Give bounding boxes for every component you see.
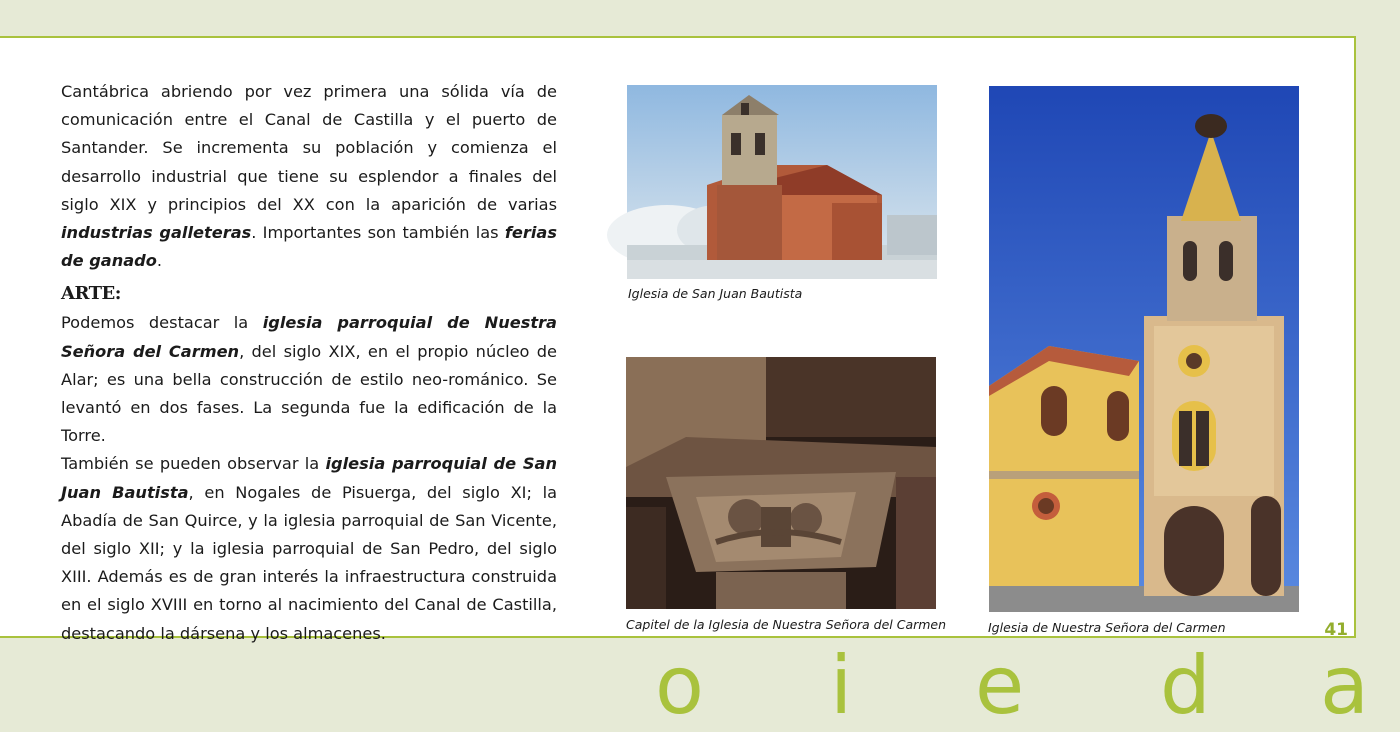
- carmen-church-image: [989, 86, 1299, 612]
- decorative-letters: o i e d a: [655, 639, 1370, 732]
- photo-nuestra-senora-del-carmen: [989, 86, 1299, 612]
- emphasis-ferias: ferias de ganado: [61, 223, 557, 271]
- caption-capitel: Capitel de la Iglesia de Nuestra Señora del Carmen: [626, 617, 947, 632]
- caption-san-juan-bautista: Iglesia de San Juan Bautista: [628, 286, 803, 301]
- paragraph-san-juan: También se pueden observar la iglesia parroquial de San Juan Bautista, en Nogales de Pisuerga, del siglo XI; la Abadía de San Quirce, y la iglesia parroquial de San Vicente, del siglo XII; y la iglesia parroquial de San Pedro, del siglo XIII. Además es de gran interés la infraestructura construida en el siglo XVIII en torno al nacimiento del Canal de Castilla, destacando la dársena y los almacenes.: [61, 454, 558, 643]
- photo-san-juan-bautista: [627, 85, 937, 279]
- emphasis-carmen: iglesia parroquial de Nuestra Señora del Carmen: [61, 313, 557, 361]
- body-text: [61, 78, 557, 648]
- page-number: 41: [1324, 620, 1348, 640]
- caption-nuestra-senora-del-carmen: Iglesia de Nuestra Señora del Carmen: [988, 620, 1226, 635]
- section-heading-arte: ARTE:: [61, 283, 121, 305]
- church-image: [627, 85, 937, 279]
- photo-capitel: [626, 357, 936, 609]
- paragraph-history: Cantábrica abriendo por vez primera una sólida vía de comunicación entre el Canal de Castilla y el puerto de Santander. Se incrementa su población y comienza el desarrollo industrial que tiene su esplendor a finales del siglo XIX y principios del XX con la aparición de varias industrias galleteras. Importantes son también las ferias de ganado.: [61, 82, 557, 271]
- emphasis-san-juan: iglesia parroquial de San Juan Bautista: [61, 454, 557, 502]
- capital-image: [626, 357, 936, 609]
- emphasis-industrias: industrias galleteras: [61, 223, 252, 243]
- paragraph-carmen: Podemos destacar la iglesia parroquial de Nuestra Señora del Carmen, del siglo XIX, en el propio núcleo de Alar; es una bella construcción de estilo neo-románico. Se levantó en dos fases. La segunda fue la edificación de la Torre.: [61, 313, 558, 446]
